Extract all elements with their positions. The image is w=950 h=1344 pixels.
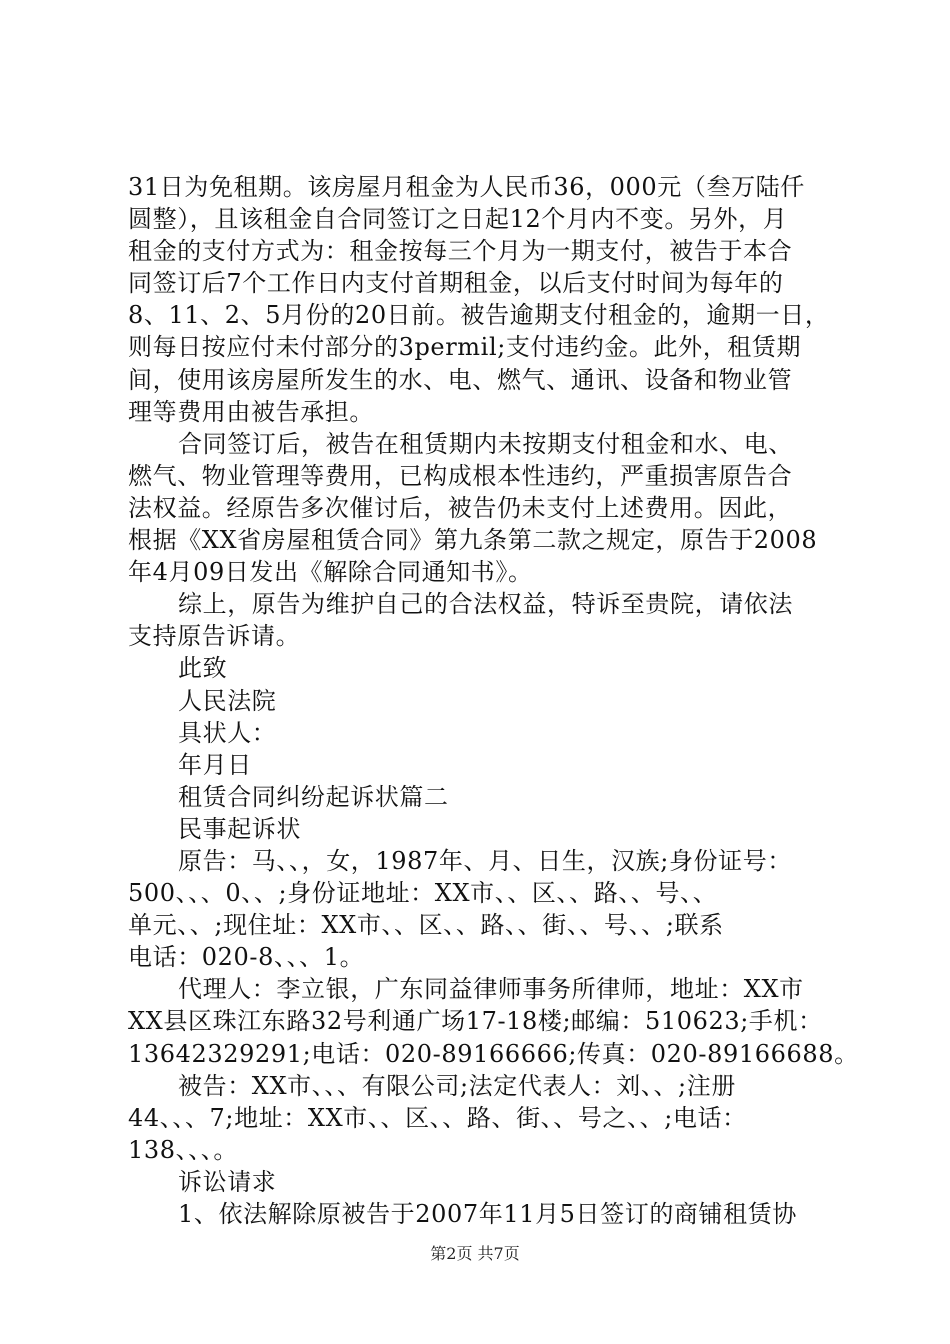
text-line: 燃气、物业管理等费用，已构成根本性违约，严重损害原告合 xyxy=(128,461,793,490)
text-line: 138、、、。 xyxy=(128,1135,239,1164)
text-line: 租金的支付方式为：租金按每三个月为一期支付，被告于本合 xyxy=(128,237,793,266)
text-line: 根据《XX省房屋租赁合同》第九条第二款之规定，原告于2008 xyxy=(128,526,818,555)
section-title: 租赁合同纠纷起诉状篇二 xyxy=(178,782,449,811)
signatory-label: 具状人： xyxy=(178,718,277,747)
text-line: 支持原告诉请。 xyxy=(128,622,301,651)
text-line: 8、11、2、5月份的20日前。被告逾期支付租金的，逾期一日， xyxy=(128,301,830,330)
salutation: 此致 xyxy=(178,654,228,683)
text-line: 31日为免租期。该房屋月租金为人民币36，000元（叁万陆仟 xyxy=(128,173,805,201)
paragraph-start: 综上，原告为维护自己的合法权益，特诉至贵院，请依法 xyxy=(178,590,793,619)
text-line: 理等费用由被告承担。 xyxy=(128,397,374,426)
paragraph-start: 合同签订后，被告在租赁期内未按期支付租金和水、电、 xyxy=(178,429,793,458)
document-title: 民事起诉状 xyxy=(178,814,301,843)
text-line: 则每日按应付未付部分的3permil;支付违约金。此外，租赁期 xyxy=(128,333,802,362)
text-line: 圆整），且该租金自合同签订之日起12个月内不变。另外，月 xyxy=(128,205,788,234)
addressee: 人民法院 xyxy=(178,686,277,715)
text-line: XX县区珠江东路32号利通广场17-18楼;邮编：510623;手机： xyxy=(128,1007,823,1036)
paragraph-start: 原告：马、、，女，1987年、月、日生，汉族;身份证号： xyxy=(178,846,792,875)
text-line: 44、、、7;地址：XX市、、区、、路、街、、号之、、;电话： xyxy=(128,1103,747,1132)
text-line: 法权益。经原告多次催讨后，被告仍未支付上述费用。因此， xyxy=(128,493,793,522)
document-body xyxy=(128,171,858,1230)
text-line: 年4月09日发出《解除合同通知书》。 xyxy=(128,558,533,587)
text-line: 单元、、;现住址：XX市、、区、、路、、街、、号、、;联系 xyxy=(128,911,724,940)
paragraph-start: 1、依法解除原被告于2007年11月5日签订的商铺租赁协 xyxy=(178,1200,797,1228)
date-label: 年月日 xyxy=(178,750,252,779)
paragraph-start: 代理人：李立银，广东同益律师事务所律师，地址：XX市 xyxy=(178,975,804,1004)
text-line: 间，使用该房屋所发生的水、电、燃气、通讯、设备和物业管 xyxy=(128,365,793,394)
section-heading: 诉讼请求 xyxy=(178,1167,277,1196)
paragraph-start: 被告：XX市、、、有限公司;法定代表人：刘、、;注册 xyxy=(178,1071,736,1100)
text-line: 同签订后7个工作日内支付首期租金，以后支付时间为每年的 xyxy=(128,269,784,298)
text-line: 电话：020-8、、、1。 xyxy=(128,943,365,972)
text-line: 500、、、0、、;身份证地址：XX市、、区、、路、、号、、 xyxy=(128,879,718,908)
text-line: 13642329291;电话：020-89166666;传真：020-89166688。 xyxy=(128,1039,859,1068)
page-footer: 第2页 共7页 xyxy=(430,1244,520,1263)
